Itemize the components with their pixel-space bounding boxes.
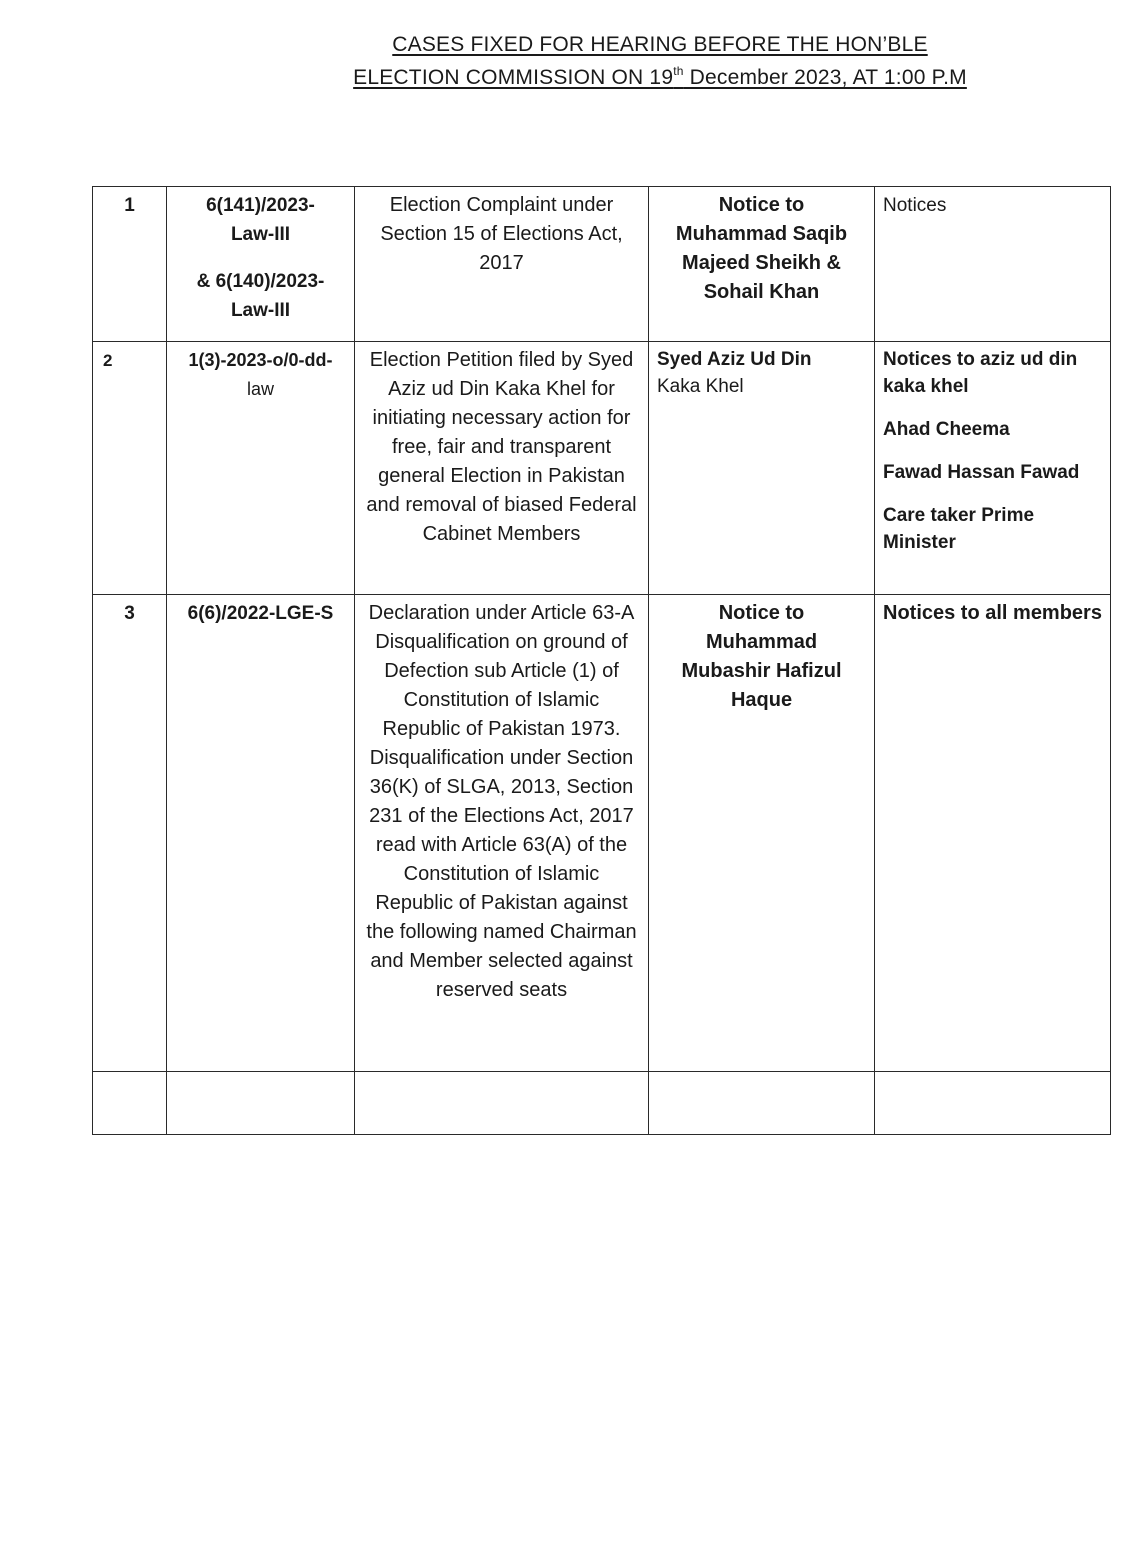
empty-cell: [93, 1072, 167, 1135]
subject-cell: Election Petition filed by Syed Aziz ud Din Kaka Khel for initiating necessary action for free, fair and transparent general Election in Pakistan and removal of biased Federal Cabinet Members: [355, 342, 649, 595]
remarks-line: Care taker Prime Minister: [883, 505, 1035, 553]
case-number-line: & 6(140)/2023-: [196, 271, 325, 292]
respondent-line: Mubashir Hafizul: [681, 660, 842, 682]
subject-cell: Election Complaint under Section 15 of Elections Act, 2017: [355, 187, 649, 342]
remarks-cell: [875, 595, 1111, 1072]
respondent-line: Notice to: [718, 194, 805, 216]
table-row: [93, 187, 1111, 342]
header-line-1: CASES FIXED FOR HEARING BEFORE THE HON’BLE: [392, 33, 928, 56]
respondent-line: Majeed Sheikh &: [682, 252, 841, 274]
remarks-line: Fawad Hassan Fawad: [883, 462, 1080, 483]
case-number-line: 1(3)-2023-o/0-dd-: [188, 350, 333, 370]
empty-cell: [167, 1072, 355, 1135]
serial-number-cell: 2: [93, 342, 167, 595]
respondent-line: Muhammad: [705, 631, 818, 653]
remarks-line: Notices: [883, 195, 947, 216]
respondent-line: Sohail Khan: [703, 281, 820, 303]
cases-table: [92, 186, 1111, 1135]
empty-cell: [875, 1072, 1111, 1135]
respondent-cell: [649, 342, 875, 595]
case-number-line: 6(141)/2023-: [206, 195, 315, 216]
table-row-empty: [93, 1072, 1111, 1135]
header-line-2: [353, 61, 967, 94]
remarks-line: Notices to aziz ud din kaka khel: [883, 349, 1078, 397]
respondent-cell: [649, 187, 875, 342]
respondent-cell: [649, 595, 875, 1072]
remarks-cell: [875, 342, 1111, 595]
remarks-line: Ahad Cheema: [883, 419, 1010, 440]
respondent-line: Haque: [730, 689, 793, 711]
table-row: [93, 595, 1111, 1072]
table-row: [93, 342, 1111, 595]
respondent-line: Syed Aziz Ud Din: [657, 349, 812, 370]
case-number-line: law: [246, 379, 274, 399]
respondent-line: Muhammad Saqib: [675, 223, 848, 245]
case-number-cell: [167, 595, 355, 1072]
case-number-cell: [167, 342, 355, 595]
serial-number-cell: 1: [93, 187, 167, 342]
subject-cell: Declaration under Article 63-A Disqualification on ground of Defection sub Article (1) of Constitution of Islamic Republic of Pakistan 1973. Disqualification under Section 36(K) of SLGA, 2013, Section 231 of the Elections Act, 2017 read with Article 63(A) of the Constitution of Islamic Republic of Pakistan against the following named Chairman and Member selected against reserved seats: [355, 595, 649, 1072]
case-number-line: Law-III: [230, 224, 291, 245]
serial-number-cell: 3: [93, 595, 167, 1072]
case-number-cell: [167, 187, 355, 342]
respondent-line: Kaka Khel: [657, 376, 744, 397]
remarks-cell: [875, 187, 1111, 342]
header-date-superscript: th: [673, 64, 684, 78]
respondent-line: Notice to: [718, 602, 805, 624]
document-header: [300, 28, 1020, 94]
case-number-line: Law-III: [230, 300, 291, 321]
case-number-line: 6(6)/2022-LGE-S: [187, 603, 334, 624]
remarks-line: Notices to all members: [883, 602, 1102, 624]
empty-cell: [649, 1072, 875, 1135]
empty-cell: [355, 1072, 649, 1135]
header-line-2-prefix: ELECTION COMMISSION ON 19: [353, 66, 674, 89]
header-line-2-suffix: December 2023, AT 1:00 P.M: [683, 66, 967, 89]
